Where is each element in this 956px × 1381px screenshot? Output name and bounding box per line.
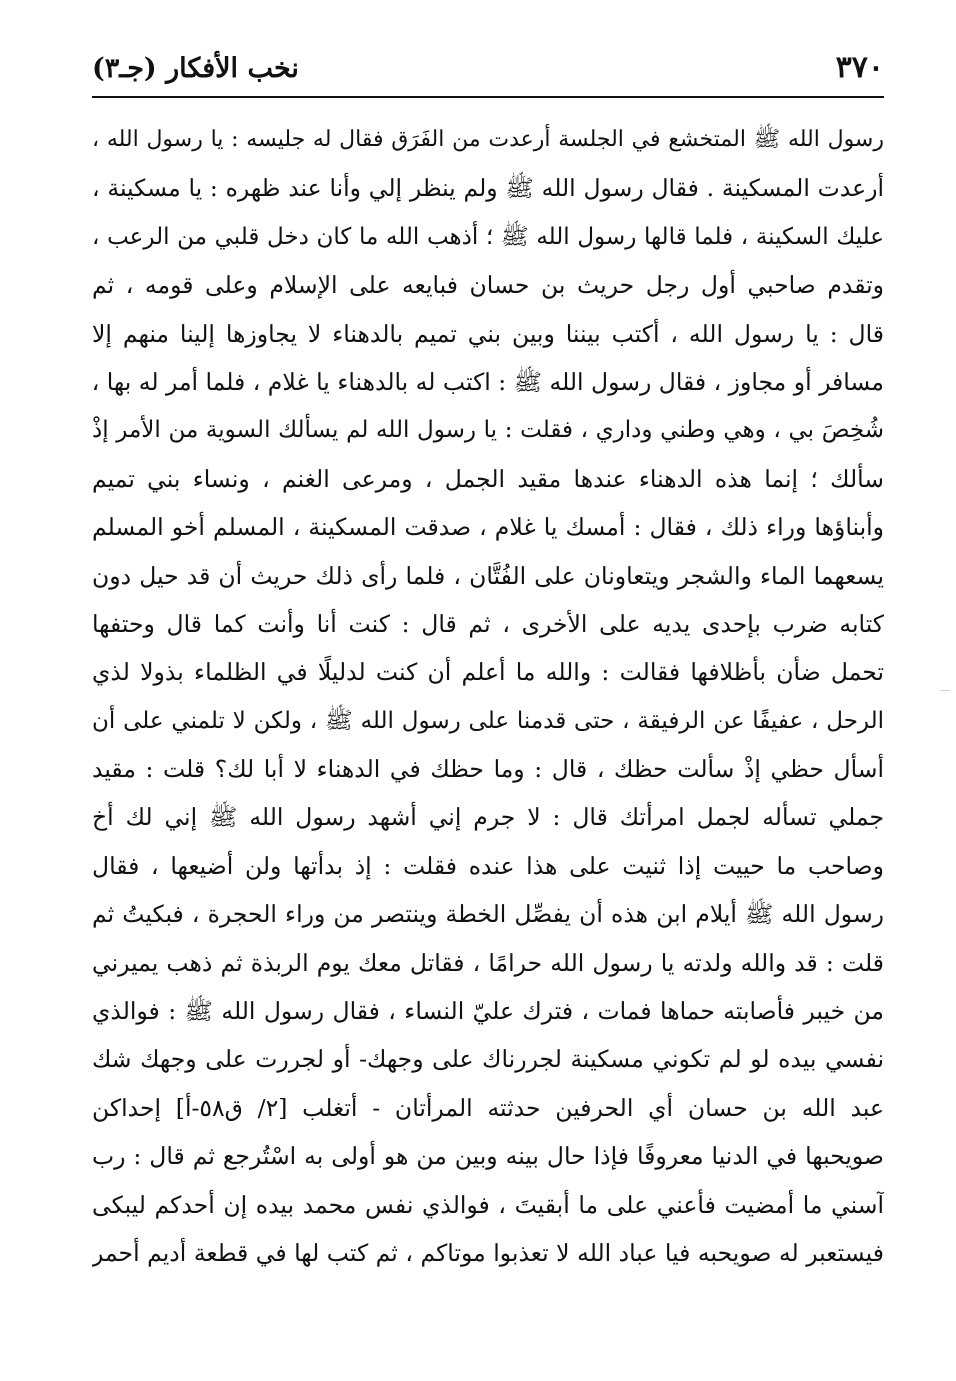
page-number: ٣٧٠ [835, 50, 884, 85]
margin-mark [940, 690, 950, 691]
text-line: وتقدم صاحبي أول رجل حريث بن حسان فبايعه على الإسلام وعلى قومه ، ثم [92, 271, 884, 300]
text-line: أسأل حظي إذْ سألت حظك ، قال : وما حظك في الدهناء لا أبا لك؟ قلت : مقيد [92, 755, 884, 784]
text-line: رسول الله ﷺ أيلام ابن هذه أن يفصِّل الخطة وينتصر من وراء الحجرة ، فبكيتُ ثم [92, 900, 884, 929]
text-line: شُخِصَ بي ، وهي وطني وداري ، فقلت : يا رسول الله لم يسألك السوية من الأمر إذْ [92, 417, 884, 444]
text-line: عليك السكينة ، فلما قالها رسول الله ﷺ ؛ أذهب الله ما كان دخل قلبي من الرعب ، [92, 223, 884, 250]
page-header [92, 46, 884, 92]
text-line: آسني ما أمضيت فأعني على ما أبقيتَ ، فوالذي نفس محمد بيده إن أحدكم ليبكى [92, 1190, 884, 1219]
text-line: مسافر أو مجاوز ، فقال رسول الله ﷺ : اكتب له بالدهناء يا غلام ، فلما أمر له بها ، [92, 367, 884, 396]
text-line: قلت : قد والله ولدته يا رسول الله حرامًا ، فقاتل معك يوم الربذة ثم ذهب يميرني [92, 948, 884, 977]
text-line: يسعهما الماء والشجر ويتعاونان على الفُتَّان ، فلما رأى ذلك حريث أن قد حيل دون [92, 561, 884, 590]
text-line: فيستعبر له صويحبه فيا عباد الله لا تعذبوا موتاكم ، ثم كتب لها في قطعة أديم أحمر [92, 1238, 884, 1267]
text-line: تحمل ضأن بأظلافها فقالت : والله ما أعلم أن كنت لدليلًا في الظلماء بذولا لذي [92, 658, 884, 687]
text-line: من خيبر فأصابته حماها فمات ، فترك عليّ النساء ، فقال رسول الله ﷺ : فوالذي [92, 997, 884, 1026]
text-line: وأبناؤها وراء ذلك ، فقال : أمسك يا غلام ، صدقت المسكينة ، المسلم أخو المسلم [92, 513, 884, 542]
text-line: وصاحب ما حييت إذا ثنيت على هذا عنده فقلت : إذ بدأتها ولن أضيعها ، فقال [92, 851, 884, 880]
running-title: نخب الأفكار (جـ٣) [92, 53, 299, 84]
text-line: قال : يا رسول الله ، أكتب بيننا وبين بني تميم بالدهناء لا يجاوزها إلينا منهم إلا [92, 319, 884, 348]
text-line: سألك ؛ إنما هذه الدهناء عندها مقيد الجمل ، ومرعى الغنم ، ونساء بني تميم [92, 464, 884, 493]
text-line: أرعدت المسكينة . فقال رسول الله ﷺ ولم ينظر إلي وأنا عند ظهره : يا مسكينة ، [92, 174, 884, 203]
text-line: جملي تسأله لجمل امرأتك قال : لا جرم إني أشهد رسول الله ﷺ إني لك أخ [92, 803, 884, 832]
header-divider [92, 96, 884, 98]
body-text [92, 116, 884, 1277]
text-line: الرحل ، عفيفًا عن الرفيقة ، حتى قدمنا على رسول الله ﷺ ، ولكن لا تلمني على أن [92, 707, 884, 734]
text-line: كتابه ضرب بإحدى يديه على الأخرى ، ثم قال : كنت أنا وأنت كما قال وحتفها [92, 609, 884, 638]
text-line: عبد الله بن حسان أي الحرفين حدثته المرأتان - أتغلب [٢/ ق٥٨-أ] إحداكن [92, 1093, 884, 1122]
text-line: صويحبها في الدنيا معروفًا فإذا حال بينه وبين من هو أولى به اسْتُرجع ثم قال : رب [92, 1142, 884, 1171]
text-line: رسول الله ﷺ المتخشع في الجلسة أرعدت من الفَرَق فقال له جليسه : يا رسول الله ، [92, 127, 884, 152]
text-line: نفسي بيده لو لم تكوني مسكينة لجررناك على وجهك- أو لجررت على وجهك شك [92, 1045, 884, 1074]
